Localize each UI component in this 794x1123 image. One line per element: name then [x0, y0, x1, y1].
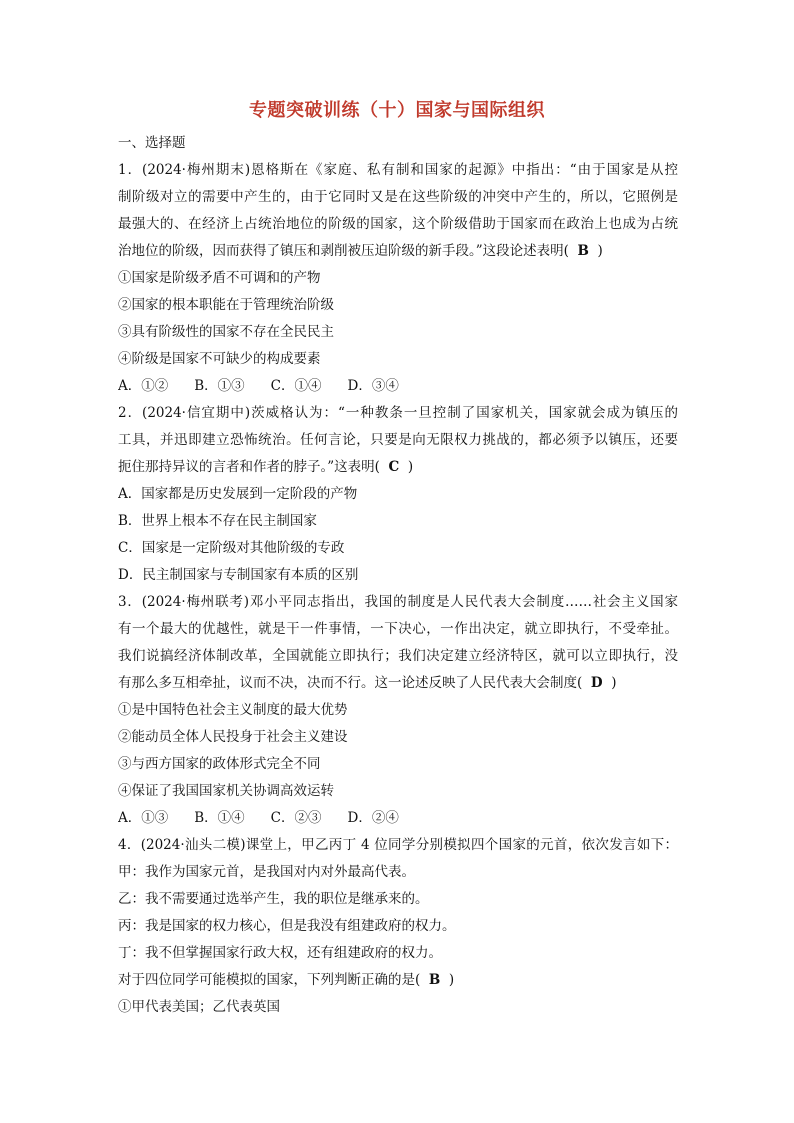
document-body [118, 130, 678, 1021]
answer-options [118, 373, 678, 400]
statement-item: ①是中国特色社会主义制度的最大优势 [118, 702, 348, 718]
statement-item: 乙：我不需要通过选举产生，我的职位是继承来的。 [118, 891, 429, 907]
question-text-line: 我们说搞经济体制改革，全国就能立即执行；我们决定建立经济特区，就可以立即执行，没 [118, 648, 678, 664]
question-text-line: 有一个最大的优越性，就是干一件事情，一下决心，一作出决定，就立即执行，不受牵扯。 [118, 621, 678, 637]
option: A．①③ [118, 810, 169, 826]
question-text-line: 治地位的阶级，因而获得了镇压和剥削被压迫阶级的新手段。”这段论述表明( B ) [118, 243, 603, 259]
answer-key: B [428, 972, 441, 988]
question-text-line: 有那么多互相牵扯，议而不决，决而不行。这一论述反映了人民代表大会制度( D ) [118, 675, 617, 691]
question-text-line: 工具，并迅即建立恐怖统治。任何言论，只要是向无限权力挑战的，都必须予以镇压，还要 [118, 432, 678, 448]
question-1 [118, 157, 678, 400]
question-3 [118, 589, 678, 832]
statement-item: 丁：我不但掌握国家行政大权，还有组建政府的权力。 [118, 945, 442, 961]
answer-key: D [590, 675, 603, 691]
section-heading: 一、选择题 [118, 135, 186, 151]
statement-item: ④阶级是国家不可缺少的构成要素 [118, 351, 321, 367]
answer-key: C [388, 459, 400, 475]
statement-item: ②能动员全体人民投身于社会主义建设 [118, 729, 348, 745]
answer-key: B [577, 243, 589, 259]
option: A．①② [118, 378, 169, 394]
statement-item: ①国家是阶级矛盾不可调和的产物 [118, 270, 321, 286]
option: D．②④ [347, 810, 399, 826]
statement-item: ③具有阶级性的国家不存在全民民主 [118, 324, 334, 340]
question-text-line: 2．(2024·信宜期中)茨威格认为：“一种教条一旦控制了国家机关，国家就会成为镇压的 [118, 405, 678, 421]
question-2 [118, 400, 678, 589]
option: C．②③ [270, 810, 322, 826]
question-4 [118, 832, 678, 1021]
statement-item: 甲：我作为国家元首，是我国对内对外最高代表。 [118, 864, 415, 880]
option: D．③④ [347, 378, 399, 394]
question-text-line: 对于四位同学可能模拟的国家，下列判断正确的是( B ) [118, 972, 455, 988]
question-text-line: 扼住那持异议的言者和作者的脖子。”这表明( C ) [118, 459, 414, 475]
option: C．国家是一定阶级对其他阶级的专政 [118, 540, 345, 556]
statement-item: ③与西方国家的政体形式完全不同 [118, 756, 321, 772]
question-text-line: 最强大的、在经济上占统治地位的阶级的国家，这个阶级借助于国家而在政治上也成为占统 [118, 216, 678, 232]
option: A．国家都是历史发展到一定阶段的产物 [118, 486, 358, 502]
option: B．①④ [194, 810, 245, 826]
option: B．①③ [194, 378, 245, 394]
option: D．民主制国家与专制国家有本质的区别 [118, 567, 359, 583]
statement-item: ②国家的根本职能在于管理统治阶级 [118, 297, 334, 313]
document-title: 专题突破训练（十）国家与国际组织 [249, 100, 545, 121]
question-text-line: 3．(2024·梅州联考)邓小平同志指出，我国的制度是人民代表大会制度……社会主义国家 [118, 594, 678, 610]
question-text-line: 1．(2024·梅州期末)恩格斯在《家庭、私有制和国家的起源》中指出：“由于国家是从控 [118, 162, 678, 178]
question-text-line: 4．(2024·汕头二模)课堂上，甲乙丙丁 4 位同学分别模拟四个国家的元首，依次发言如下： [118, 837, 678, 853]
option: B．世界上根本不存在民主制国家 [118, 513, 317, 529]
option: C．①④ [270, 378, 322, 394]
statement-item: ④保证了我国国家机关协调高效运转 [118, 783, 334, 799]
answer-options [118, 805, 678, 832]
statement-item: 丙：我是国家的权力核心，但是我没有组建政府的权力。 [118, 918, 456, 934]
statement-item: ①甲代表美国；乙代表英国 [118, 999, 280, 1015]
question-text-line: 制阶级对立的需要中产生的，由于它同时又是在这些阶级的冲突中产生的，所以，它照例是 [118, 189, 678, 205]
